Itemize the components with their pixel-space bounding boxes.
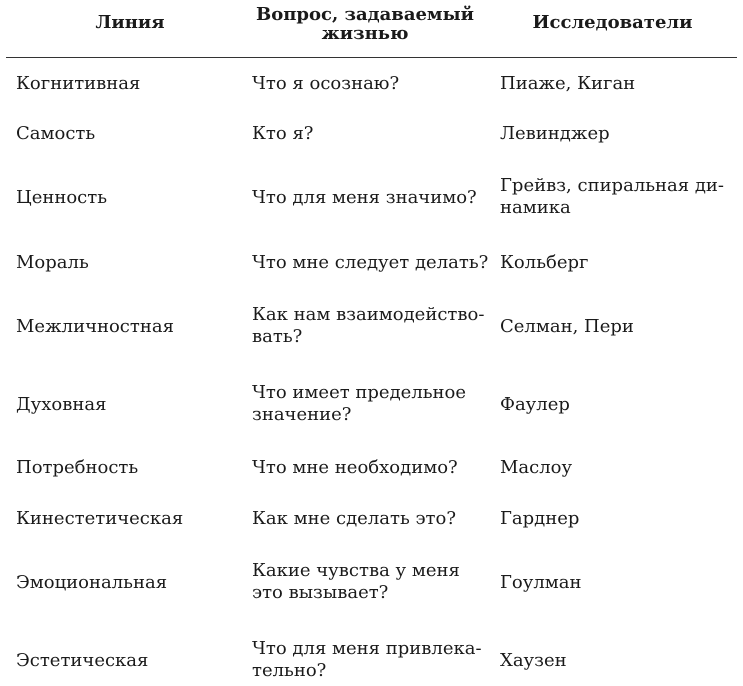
row-8-question: Какие чувства у меня это вызывает? bbox=[252, 560, 460, 603]
header-researchers: Исследователи bbox=[532, 12, 693, 33]
row-0-researchers: Пиаже, Киган bbox=[500, 73, 636, 94]
row-4-line: Межличностная bbox=[16, 316, 174, 337]
row-6-question: Что мне необходимо? bbox=[252, 457, 458, 478]
row-7-line: Кинестетическая bbox=[16, 508, 184, 529]
row-9-question: Что для меня привлека- тельно? bbox=[252, 638, 482, 681]
row-4-question: Как нам взаимодейство- вать? bbox=[252, 304, 485, 347]
row-7-question: Как мне сделать это? bbox=[252, 508, 456, 529]
row-9-researchers: Хаузен bbox=[500, 650, 567, 671]
row-3-question: Что мне следует делать? bbox=[252, 252, 489, 273]
row-0-line: Когнитивная bbox=[16, 73, 141, 94]
row-9-line: Эстетическая bbox=[16, 650, 149, 671]
row-5-question: Что имеет предельное значение? bbox=[252, 382, 467, 425]
row-3-line: Мораль bbox=[16, 252, 89, 273]
row-1-researchers: Левинджер bbox=[500, 123, 610, 144]
row-2-question: Что для меня значимо? bbox=[252, 187, 477, 208]
row-2-researchers: Грейвз, спиральная ди- намика bbox=[500, 175, 725, 218]
header-rule bbox=[6, 57, 737, 58]
row-8-researchers: Гоулман bbox=[500, 572, 582, 593]
row-1-question: Кто я? bbox=[252, 123, 314, 144]
row-2-line: Ценность bbox=[16, 187, 108, 208]
row-6-line: Потребность bbox=[16, 457, 139, 478]
row-7-researchers: Гарднер bbox=[500, 508, 580, 529]
row-8-line: Эмоциональная bbox=[16, 572, 168, 593]
row-0-question: Что я осознаю? bbox=[252, 73, 400, 94]
row-5-researchers: Фаулер bbox=[500, 394, 570, 415]
header-line: Линия bbox=[95, 12, 165, 33]
row-3-researchers: Кольберг bbox=[500, 252, 589, 273]
row-5-line: Духовная bbox=[16, 394, 107, 415]
row-4-researchers: Селман, Пери bbox=[500, 316, 634, 337]
row-1-line: Самость bbox=[16, 123, 96, 144]
row-6-researchers: Маслоу bbox=[500, 457, 573, 478]
header-question: Вопрос, задаваемый жизнью bbox=[256, 4, 474, 44]
